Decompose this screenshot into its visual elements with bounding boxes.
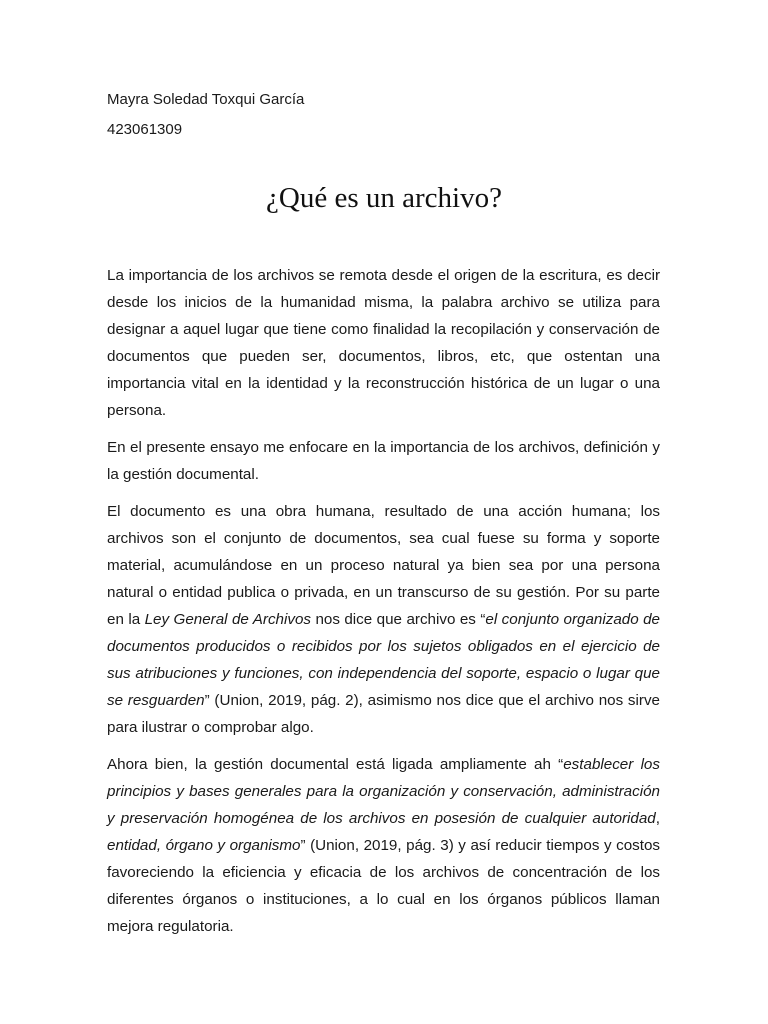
document-title: ¿Qué es un archivo? (266, 182, 502, 214)
paragraph-3 (107, 498, 660, 741)
quote-italic-1: el conjunto organizado de documentos producidos o recibidos por los sujetos obligados en el ejercicio de sus atribuciones y funciones, con independencia del soporte, espacio o lugar que se resguarden (107, 611, 660, 709)
paragraph-4-text-3: ” (Union, 2019, pág. 3) y así reducir tiempos y costos favoreciendo la eficiencia y eficacia de los archivos de concentración de los diferentes órganos o instituciones, a lo cual en los órganos públicos llaman mejora regulatoria. (107, 837, 660, 935)
document-body (107, 262, 660, 950)
paragraph-1: La importancia de los archivos se remota desde el origen de la escritura, es decir desde los inicios de la humanidad misma, la palabra archivo se utiliza para designar a aquel lugar que tiene como finalidad la recopilación y conservación de documentos que pueden ser, documentos, libros, etc, que ostentan una importancia vital en la identidad y la reconstrucción histórica de un lugar o una persona. (107, 267, 660, 419)
quote-italic-3: entidad, órgano y organismo (107, 837, 301, 854)
law-title-italic: Ley General de Archivos (144, 611, 311, 628)
paragraph-3-text-1: El documento es una obra humana, resultado de una acción humana; los archivos son el conjunto de documentos, sea cual fuese su forma y soporte material, acumulándose en un proceso natural ya bien sea por una persona natural o entidad publica o privada, en un transcurso de su gestión. Por su parte en la (107, 503, 660, 628)
student-id: 423061309 (107, 121, 183, 138)
author-name: Mayra Soledad Toxqui García (107, 91, 305, 108)
quote-italic-2: establecer los principios y bases generales para la organización y conservación, administración y preservación homogénea de los archivos en posesión de cualquier autoridad (107, 756, 660, 827)
paragraph-4-text-1: Ahora bien, la gestión documental está ligada ampliamente ah “ (107, 756, 564, 773)
paragraph-4 (107, 751, 660, 940)
paragraph-2: En el presente ensayo me enfocare en la importancia de los archivos, definición y la gestión documental. (107, 439, 660, 483)
paragraph-3-text-3: ” (Union, 2019, pág. 2), asimismo nos dice que el archivo nos sirve para ilustrar o comprobar algo. (107, 692, 660, 736)
paragraph-4-text-2: , (655, 810, 660, 827)
paragraph-3-text-2: nos dice que archivo es “ (311, 611, 486, 628)
